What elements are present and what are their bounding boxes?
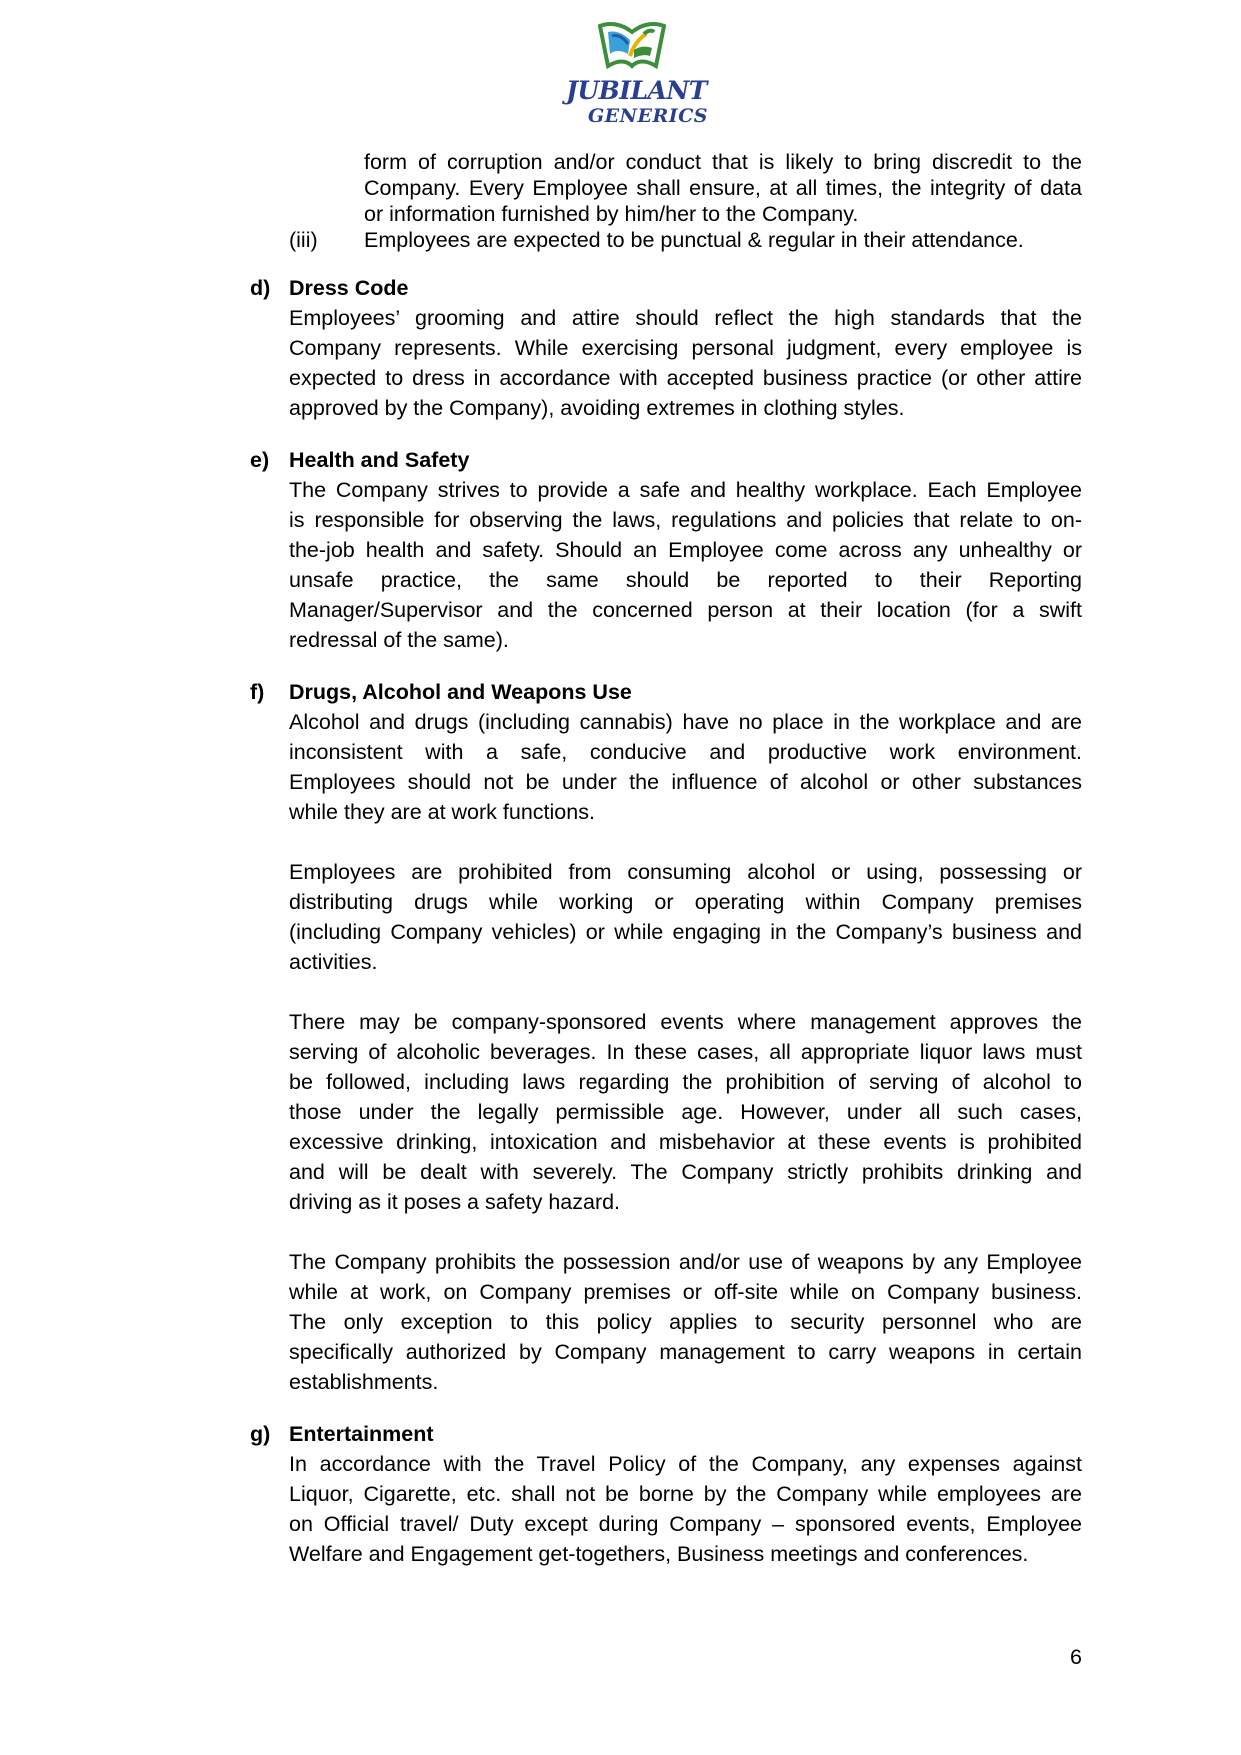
section-f-p1-line: Alcohol and drugs (including cannabis) have no place in the workplace and are bbox=[289, 710, 1082, 734]
section-f-p3-line: driving as it poses a safety hazard. bbox=[289, 1190, 621, 1214]
section-e-line: Manager/Supervisor and the concerned person at their location (for a swift bbox=[289, 598, 1082, 622]
continuation-line-2: Company. Every Employee shall ensure, at all times, the integrity of data bbox=[364, 176, 1082, 200]
section-f-letter: f) bbox=[250, 680, 265, 704]
section-g-letter: g) bbox=[250, 1422, 271, 1446]
section-f-heading: Drugs, Alcohol and Weapons Use bbox=[289, 680, 632, 704]
section-d-line: Employees’ grooming and attire should reflect the high standards that the bbox=[289, 306, 1082, 330]
section-d-letter: d) bbox=[250, 276, 271, 300]
section-e-line: unsafe practice, the same should be reported to their Reporting bbox=[289, 568, 1082, 592]
page-number: 6 bbox=[1070, 1645, 1082, 1669]
butterfly-emblem-icon bbox=[548, 4, 716, 84]
section-f-p3-line: serving of alcoholic beverages. In these cases, all appropriate liquor laws must bbox=[289, 1040, 1082, 1064]
section-g-line: on Official travel/ Duty except during Company – sponsored events, Employee bbox=[289, 1512, 1082, 1536]
section-f-p2-line: (including Company vehicles) or while engaging in the Company’s business and bbox=[289, 920, 1082, 944]
company-logo bbox=[548, 4, 716, 142]
section-e-line: the-job health and safety. Should an Employee come across any unhealthy or bbox=[289, 538, 1082, 562]
section-f-p3-line: There may be company-sponsored events where management approves the bbox=[289, 1010, 1082, 1034]
section-e-line: is responsible for observing the laws, regulations and policies that relate to on- bbox=[289, 508, 1082, 532]
section-f-p3-line: and will be dealt with severely. The Company strictly prohibits drinking and bbox=[289, 1160, 1082, 1184]
section-g-line: Welfare and Engagement get-togethers, Business meetings and conferences. bbox=[289, 1542, 1029, 1566]
section-f-p1-line: Employees should not be under the influence of alcohol or other substances bbox=[289, 770, 1082, 794]
section-f-p3-line: those under the legally permissible age. However, under all such cases, bbox=[289, 1100, 1082, 1124]
item-iii-text: Employees are expected to be punctual & regular in their attendance. bbox=[364, 228, 1024, 252]
continuation-line-3: or information furnished by him/her to the Company. bbox=[364, 202, 859, 226]
section-f-p4-line: The Company prohibits the possession and/or use of weapons by any Employee bbox=[289, 1250, 1082, 1274]
section-f-p3-line: be followed, including laws regarding the prohibition of serving of alcohol to bbox=[289, 1070, 1082, 1094]
section-f-p4-line: specifically authorized by Company management to carry weapons in certain bbox=[289, 1340, 1082, 1364]
section-e-heading: Health and Safety bbox=[289, 448, 470, 472]
continuation-line-1: form of corruption and/or conduct that is likely to bring discredit to the bbox=[364, 150, 1082, 174]
section-d-heading: Dress Code bbox=[289, 276, 409, 300]
section-f-p2-line: activities. bbox=[289, 950, 378, 974]
section-d-line: Company represents. While exercising personal judgment, every employee is bbox=[289, 336, 1082, 360]
section-d-line: approved by the Company), avoiding extremes in clothing styles. bbox=[289, 396, 905, 420]
item-iii-number: (iii) bbox=[289, 228, 318, 252]
section-f-p4-line: establishments. bbox=[289, 1370, 439, 1394]
section-g-line: Liquor, Cigarette, etc. shall not be borne by the Company while employees are bbox=[289, 1482, 1082, 1506]
logo-text-jubilant: JUBILANT bbox=[566, 76, 707, 105]
section-f-p4-line: while at work, on Company premises or off-site while on Company business. bbox=[289, 1280, 1082, 1304]
section-f-p4-line: The only exception to this policy applies to security personnel who are bbox=[289, 1310, 1082, 1334]
section-e-letter: e) bbox=[250, 448, 270, 472]
section-f-p1-line: inconsistent with a safe, conducive and productive work environment. bbox=[289, 740, 1082, 764]
section-e-line: The Company strives to provide a safe and healthy workplace. Each Employee bbox=[289, 478, 1082, 502]
section-d-line: expected to dress in accordance with accepted business practice (or other attire bbox=[289, 366, 1082, 390]
section-g-heading: Entertainment bbox=[289, 1422, 434, 1446]
section-f-p1-line: while they are at work functions. bbox=[289, 800, 595, 824]
logo-text-generics: GENERICS bbox=[587, 105, 709, 127]
section-g-line: In accordance with the Travel Policy of the Company, any expenses against bbox=[289, 1452, 1082, 1476]
section-f-p2-line: distributing drugs while working or operating within Company premises bbox=[289, 890, 1082, 914]
section-f-p2-line: Employees are prohibited from consuming alcohol or using, possessing or bbox=[289, 860, 1082, 884]
section-e-line: redressal of the same). bbox=[289, 628, 509, 652]
section-f-p3-line: excessive drinking, intoxication and misbehavior at these events is prohibited bbox=[289, 1130, 1082, 1154]
